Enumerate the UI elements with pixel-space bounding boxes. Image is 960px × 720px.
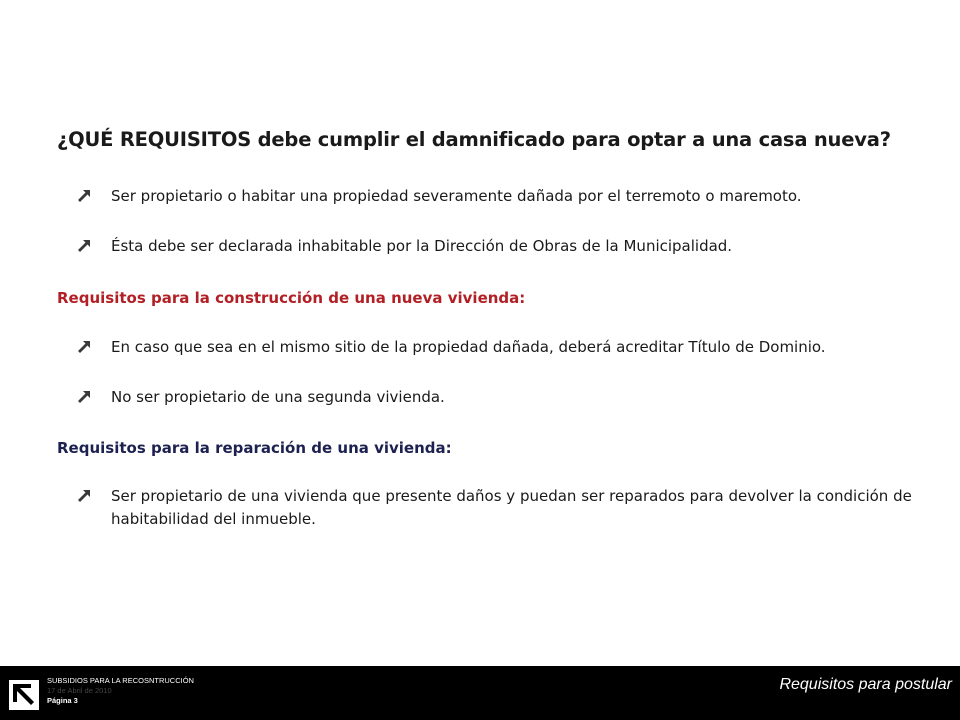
requirement-text: En caso que sea en el mismo sitio de la propiedad dañada, deberá acreditar Título de Dominio.: [111, 338, 826, 356]
requirement-text: Ser propietario de una vivienda que presente daños y puedan ser reparados para devolver la condición de habitabilidad del inmueble.: [111, 487, 912, 528]
requirement-text: Ésta debe ser declarada inhabitable por la Dirección de Obras de la Municipalidad.: [111, 237, 733, 255]
repair-section-heading: Requisitos para la reparación de una vivienda:: [57, 439, 452, 457]
footer-document-info: [47, 676, 194, 706]
construction-requirement-item: [57, 336, 931, 359]
footer-bar: [0, 666, 960, 720]
construction-section-heading: Requisitos para la construcción de una nueva vivienda:: [57, 289, 526, 307]
arrow-bullet-icon: [57, 485, 111, 503]
slide-title: ¿QUÉ REQUISITOS debe cumplir el damnificado para optar a una casa nueva?: [57, 128, 891, 151]
requirement-text: No ser propietario de una segunda vivienda.: [111, 388, 445, 406]
requirement-text: Ser propietario o habitar una propiedad severamente dañada por el terremoto o maremoto.: [111, 187, 802, 205]
arrow-bullet-icon: [57, 386, 111, 404]
corner-arrow-logo-icon: [9, 680, 39, 710]
requirement-item: [57, 185, 931, 208]
footer-section-title: Requisitos para postular: [779, 676, 952, 693]
footer-page-number: Página 3: [47, 696, 78, 705]
arrow-bullet-icon: [57, 235, 111, 253]
arrow-bullet-icon: [57, 185, 111, 203]
repair-requirement-item: [57, 485, 931, 531]
arrow-bullet-icon: [57, 336, 111, 354]
footer-document-title: SUBSIDIOS PARA LA RECOSNTRUCCIÓN: [47, 676, 194, 685]
footer-date: 17 de Abril de 2010: [47, 686, 112, 695]
requirement-item: [57, 235, 931, 258]
construction-requirement-item: [57, 386, 931, 409]
